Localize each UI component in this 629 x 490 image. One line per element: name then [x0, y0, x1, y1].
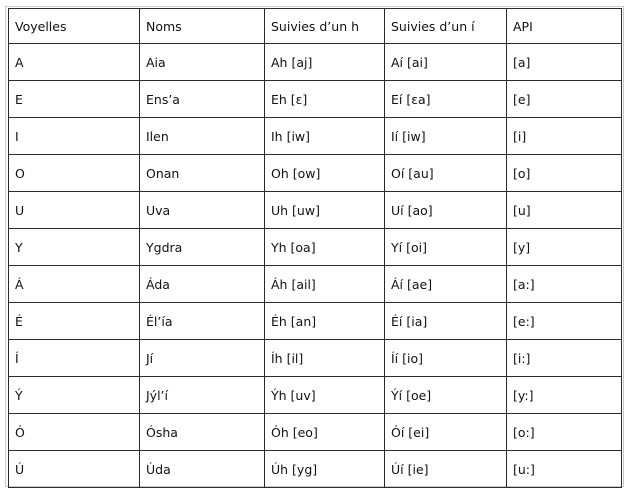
cell-nom: Jýl’í	[140, 377, 265, 414]
table-body	[9, 44, 622, 488]
cell-voyelle: A	[9, 44, 140, 81]
table-row	[9, 229, 622, 266]
cell-api: [o]	[507, 155, 622, 192]
cell-api: [y:]	[507, 377, 622, 414]
cell-nom: Jí	[140, 340, 265, 377]
cell-suivie-h: Oh [ow]	[265, 155, 385, 192]
cell-api: [i:]	[507, 340, 622, 377]
cell-suivie-i: Éí [ia]	[385, 303, 507, 340]
cell-nom: Uva	[140, 192, 265, 229]
header-suivies-h: Suivies d’un h	[265, 9, 385, 44]
cell-suivie-h: Éh [an]	[265, 303, 385, 340]
cell-nom: Ilen	[140, 118, 265, 155]
cell-api: [e:]	[507, 303, 622, 340]
table-header-row	[9, 9, 622, 44]
cell-nom: Ens’a	[140, 81, 265, 118]
header-voyelles: Voyelles	[9, 9, 140, 44]
table-row	[9, 192, 622, 229]
table-row	[9, 340, 622, 377]
cell-nom: Onan	[140, 155, 265, 192]
cell-suivie-h: Ýh [uv]	[265, 377, 385, 414]
cell-api: [a:]	[507, 266, 622, 303]
cell-suivie-i: Uí [ao]	[385, 192, 507, 229]
cell-suivie-i: Ýí [oe]	[385, 377, 507, 414]
table-row	[9, 118, 622, 155]
cell-suivie-h: Íh [il]	[265, 340, 385, 377]
cell-api: [u:]	[507, 451, 622, 488]
header-suivies-i: Suivies d’un í	[385, 9, 507, 44]
cell-suivie-i: Yí [oi]	[385, 229, 507, 266]
cell-api: [u]	[507, 192, 622, 229]
cell-suivie-i: Íí [io]	[385, 340, 507, 377]
cell-api: [o:]	[507, 414, 622, 451]
cell-suivie-i: Áí [ae]	[385, 266, 507, 303]
vowels-table	[8, 8, 622, 488]
cell-voyelle: Ú	[9, 451, 140, 488]
table-row	[9, 451, 622, 488]
cell-suivie-i: Oí [au]	[385, 155, 507, 192]
cell-suivie-h: Eh [ɛ]	[265, 81, 385, 118]
table-row	[9, 266, 622, 303]
cell-nom: Él’ía	[140, 303, 265, 340]
cell-api: [a]	[507, 44, 622, 81]
cell-api: [y]	[507, 229, 622, 266]
cell-suivie-i: Eí [ɛa]	[385, 81, 507, 118]
cell-voyelle: Ó	[9, 414, 140, 451]
cell-voyelle: Í	[9, 340, 140, 377]
cell-voyelle: Y	[9, 229, 140, 266]
table-row	[9, 44, 622, 81]
cell-voyelle: É	[9, 303, 140, 340]
cell-voyelle: U	[9, 192, 140, 229]
cell-nom: Aia	[140, 44, 265, 81]
cell-nom: Ygdra	[140, 229, 265, 266]
cell-nom: Úda	[140, 451, 265, 488]
cell-suivie-i: Aí [ai]	[385, 44, 507, 81]
cell-nom: Áda	[140, 266, 265, 303]
table-row	[9, 155, 622, 192]
table-row	[9, 414, 622, 451]
cell-suivie-h: Yh [oa]	[265, 229, 385, 266]
cell-suivie-h: Ah [aj]	[265, 44, 385, 81]
table-row	[9, 303, 622, 340]
cell-suivie-h: Áh [ail]	[265, 266, 385, 303]
cell-suivie-h: Uh [uw]	[265, 192, 385, 229]
cell-nom: Ósha	[140, 414, 265, 451]
cell-voyelle: I	[9, 118, 140, 155]
cell-suivie-i: Ií [iw]	[385, 118, 507, 155]
table-row	[9, 377, 622, 414]
cell-suivie-h: Úh [yg]	[265, 451, 385, 488]
cell-suivie-i: Óí [ei]	[385, 414, 507, 451]
table-row	[9, 81, 622, 118]
cell-voyelle: E	[9, 81, 140, 118]
cell-api: [i]	[507, 118, 622, 155]
cell-suivie-h: Ih [iw]	[265, 118, 385, 155]
cell-voyelle: Ý	[9, 377, 140, 414]
cell-voyelle: O	[9, 155, 140, 192]
cell-suivie-i: Úí [ie]	[385, 451, 507, 488]
header-api: API	[507, 9, 622, 44]
cell-api: [e]	[507, 81, 622, 118]
header-noms: Noms	[140, 9, 265, 44]
cell-voyelle: Á	[9, 266, 140, 303]
cell-suivie-h: Óh [eo]	[265, 414, 385, 451]
